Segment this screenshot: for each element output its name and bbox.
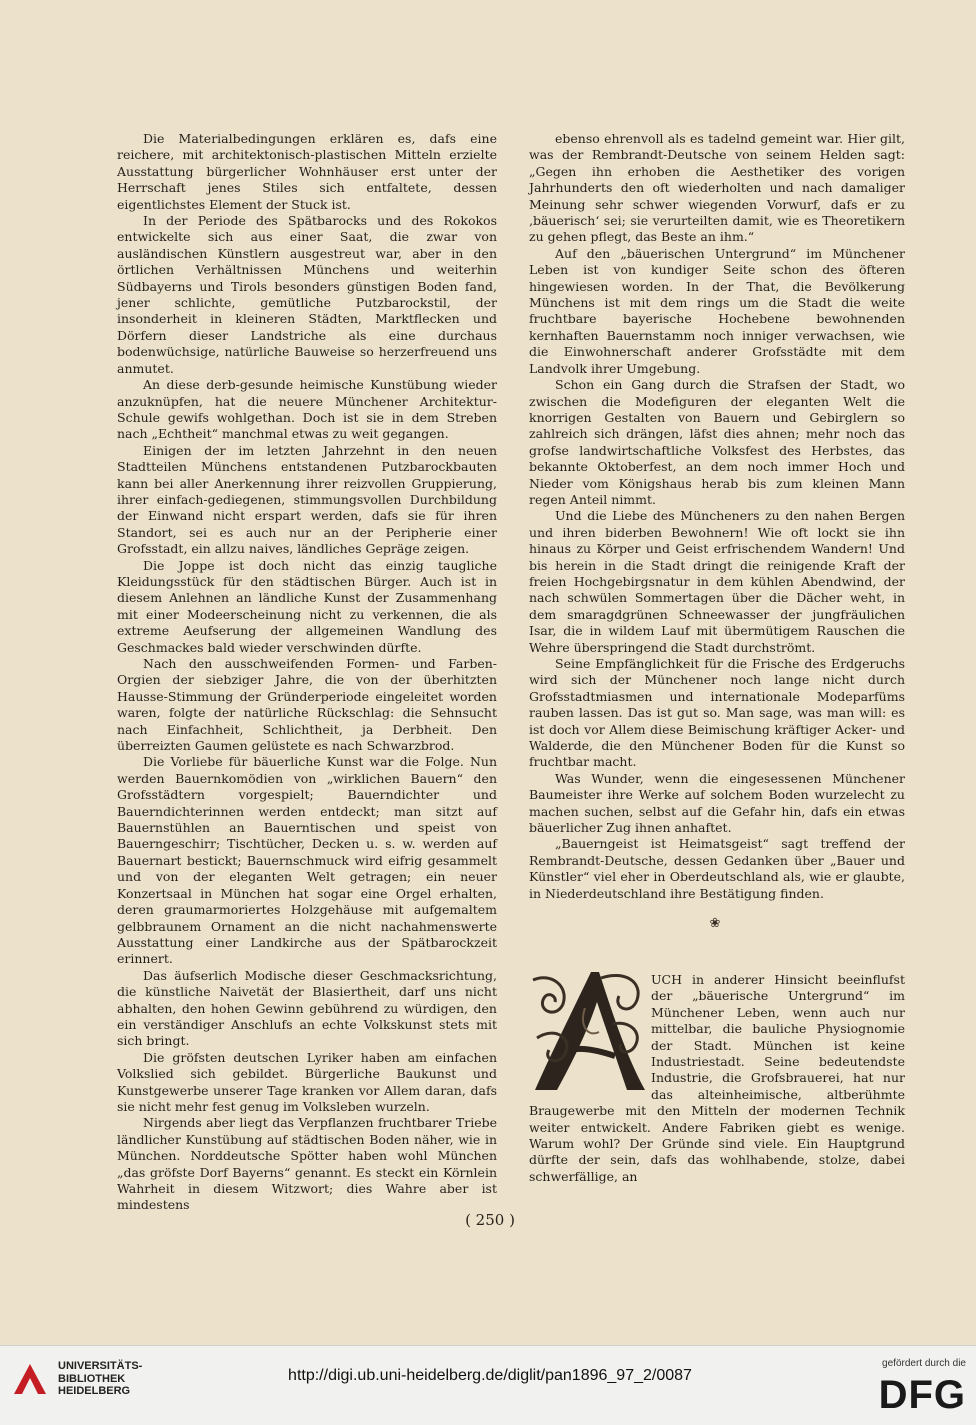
paragraph: Die Joppe ist doch nicht das einzig taugliche Kleidungsstück für den städtischen Bürger. Auch ist in diesem Anlehnen an ländliche Kunst der Zusammenhang mit einer Modeerscheinung nicht zu verkennen, die als extreme Aeufserung der allgemeinen Wandlung des Geschmackes bald wieder verschwinden dürfte.: [117, 557, 497, 655]
page-number: ( 250 ): [465, 1211, 515, 1229]
library-name-line: UNIVERSITÄTS-: [58, 1360, 143, 1372]
paragraph: ebenso ehrenvoll als es tadelnd gemeint war. Hier gilt, was der Rembrandt-Deutsche von seinem Helden sagt: „Gegen ihn erhoben die Aesthetiker des vorigen Jahrhunderts den oft wiederholten und nach damaliger Meinung sehr schwer wiegenden Vorwurf, dafs er zu ‚bäuerisch‘ sei; sie verurteilten damit, wie es Theoretikern zu gehen pflegt, das Beste an ihm.“: [529, 131, 905, 245]
university-library-logo-icon: [10, 1358, 50, 1398]
left-column: [117, 131, 497, 1214]
paragraph: Die gröfsten deutschen Lyriker haben am einfachen Volkslied sich gebildet. Bürgerliche Baukunst und Kunstgewerbe unserer Tage kranken vor Allem daran, dafs sie nicht mehr fest genug im Volksleben wurzeln.: [117, 1049, 497, 1114]
paragraph: Nirgends aber liegt das Verpflanzen fruchtbarer Triebe ländlicher Kunstübung auf städtischen Boden näher, wie in München. Norddeutsche Spötter haben wohl München „das gröfste Dorf Bayerns“ genannt. Es steckt ein Körnlein Wahrheit in diesem Witzwort; dies Wahre aber ist mindestens: [117, 1115, 497, 1213]
library-name-line: HEIDELBERG: [58, 1385, 131, 1397]
document-url-link[interactable]: http://digi.ub.uni-heidelberg.de/diglit/pan1896_97_2/0087: [288, 1367, 692, 1384]
paragraph: Und die Liebe des Müncheners zu den nahen Bergen und ihren biderben Bewohnern! Wie oft lockt sie ihn hinaus zu Körper und Geist erfrischendem Wandern! Und bis herein in die Stadt dringt die reinigende Kraft der freien Hochgebirgsnatur in dem kühlen Abendwind, der nach schwülen Sommertagen über die Dächer weht, in dem smaragdgrünen Schneewasser der jungfräulichen Isar, die in wildem Lauf mit übermütigem Rauschen die Wehre überspringend die Stadt durchströmt.: [529, 508, 905, 655]
sponsor-caption: gefördert durch die: [882, 1358, 966, 1369]
paragraph: Nach den ausschweifenden Formen- und Farben-Orgien der siebziger Jahre, die von der überhitzten Hausse-Stimmung der Gründerperiode eingeleitet worden waren, folgte der natürliche Rückschlag: die Sehnsucht nach Einfachheit, Schlichtheit, ja Derbheit. Den überreizten Gaumen gelüstete es nach Schwarzbrod.: [117, 656, 497, 754]
paragraph: In der Periode des Spätbarocks und des Rokokos entwickelte sich aus einer Saat, die zwar von ausländischen Künstlern ausgestreut war, aber in den örtlichen Verhältnissen Münchens und weiterhin Südbayerns und Tirols besonders günstigen Boden fand, jener schlichte, gemütliche Putzbarockstil, der insonderheit in kleineren Städten, Marktflecken und Dörfern dieser Landstriche als eine durchaus bodenwüchsige, natürliche Bauweise so herzerfreuend uns anmutet.: [117, 213, 497, 376]
paragraph: Die Materialbedingungen erklären es, dafs eine reichere, mit architektonisch-plastischen Mitteln erzielte Ausstattung bürgerlicher Wohnhäuser erst unter der Herrschaft jenes Stiles sich entfaltete, dessen eigentlichstes Element der Stuck ist.: [117, 131, 497, 212]
paragraph: Schon ein Gang durch die Strafsen der Stadt, wo zwischen die Modefiguren der eleganten Welt die knorrigen Gestalten von Bauern und Gebirglern so zahlreich sich drängen, läfst dies ahnen; mehr noch das grofse landwirtschaftliche Volksfest des Herbstes, das bekannte Oktoberfest, an dem noch immer Hoch und Nieder vom Königshaus herab bis zum kleinen Mann regen Anteil nimmt.: [529, 377, 905, 507]
drop-cap-spacer: [529, 972, 651, 1096]
paragraph: Das äufserlich Modische dieser Geschmacksrichtung, die künstliche Naivetät der Blasiertheit, darf uns nicht abhalten, den hohen Gewinn gebührend zu würdigen, den ein verständiger Anschlufs an echte Volkskunst stets mit sich bringt.: [117, 967, 497, 1049]
paragraph: Was Wunder, wenn die eingesessenen Münchener Baumeister ihre Werke auf solchem Boden wurzelecht zu machen suchen, selbst auf die Gefahr hin, dafs ein etwas bäuerlicher Zug ihnen anhaftet.: [529, 770, 905, 836]
library-name: [58, 1360, 142, 1398]
library-name-line: BIBLIOTHEK: [58, 1372, 126, 1385]
drop-cap-text: UCH in anderer Hinsicht beeinflufst der „bäuerische Untergrund“ im Münchener Leben, wenn auch nur mittelbar, die bauliche Physiognomie der Stadt. München ist keine Industriestadt. Seine bedeutendste Industrie, die Grofsbrauerei, hat nur das alteinheimische, altberühmte Braugewerbe mit den Mitteln der modernen Technik weiter entwickelt. Andere Fabriken giebt es wenige. Warum wohl? Der Gründe sind viele. Ein Hauptgrund dürfte der sein, dafs das wohlhabende, stolze, dabei schwerfällige, an: [529, 972, 905, 1184]
footer-bar: [0, 1345, 976, 1425]
paragraph: Die Vorliebe für bäuerliche Kunst war die Folge. Nun werden Bauernkomödien von „wirklichen Bauern“ den Grofsstädtern vorgespielt; Bauerndichter und Bauerndichterinnen werden entdeckt; man sitzt auf Bauernstühlen an Bauerntischen und speist von Bauerngeschirr; Tischtücher, Decken u. s. w. werden auf Bauernart bestickt; Bauernschmuck wird eifrig gesammelt und von der eleganten Welt getragen; ein neuer Konzertsaal in München hat sogar eine Orgel erhalten, deren graumarmoriertes Holzgehäuse mit aufgemaltem gelbbraunem Ornament an die nicht nachahmenswerte Ausstattung einer Landkirche aus der Spätbarockzeit erinnert.: [117, 754, 497, 967]
paragraph: Seine Empfänglichkeit für die Frische des Erdgeruchs wird sich der Münchener noch lange nicht durch Grofsstadtmiasmen und internationale Modeparfüms rauben lassen. Das ist gut so. Man sage, was man will: es ist doch vor Allem diese Beimischung kräftiger Acker- und Walderde, die den Münchener Boden für die Kunst so fruchtbar macht.: [529, 656, 905, 770]
paragraph: Auf den „bäuerischen Untergrund“ im Münchener Leben ist von kundiger Seite schon des öfteren hingewiesen worden. In der That, die Bevölkerung Münchens ist mit dem rings um die Stadt die weite fruchtbare bayerische Hochebene bewohnenden kernhaften Bauernstamm noch inniger verwachsen, wie die Einwohnerschaft anderer Grofsstädte mit dem Landvolk ihrer Umgebung.: [529, 245, 905, 376]
dfg-logo: DFG: [878, 1373, 966, 1417]
section-ornament-icon: ❀: [709, 916, 721, 931]
drop-cap-paragraph: [529, 972, 905, 1185]
paragraph: Einigen der im letzten Jahrzehnt in den neuen Stadtteilen Münchens entstandenen Putzbarockbauten kann bei aller Anerkennung ihrer reizvollen Gruppierung, ihrer einfach-gediegenen, stimmungsvollen Durchbildung der Einwand nicht erspart werden, dafs sie für ihren Standort, sei es auch nur an der Peripherie einer Grofsstadt, ein allzu naives, ländliches Gepräge zeigen.: [117, 442, 497, 557]
paragraph: An diese derb-gesunde heimische Kunstübung wieder anzuknüpfen, hat die neuere Münchener Architektur-Schule gewifs wohlgethan. Doch ist sie in dem Streben nach „Echtheit“ manchmal etwas zu weit gegangen.: [117, 377, 497, 442]
paragraph: „Bauerngeist ist Heimatsgeist“ sagt treffend der Rembrandt-Deutsche, dessen Gedanken über „Bauer und Künstler“ viel eher in Oberdeutschland als, wie er glaubte, in Niederdeutschland ihre Bestätigung finden.: [529, 836, 905, 901]
right-column: [529, 131, 905, 902]
